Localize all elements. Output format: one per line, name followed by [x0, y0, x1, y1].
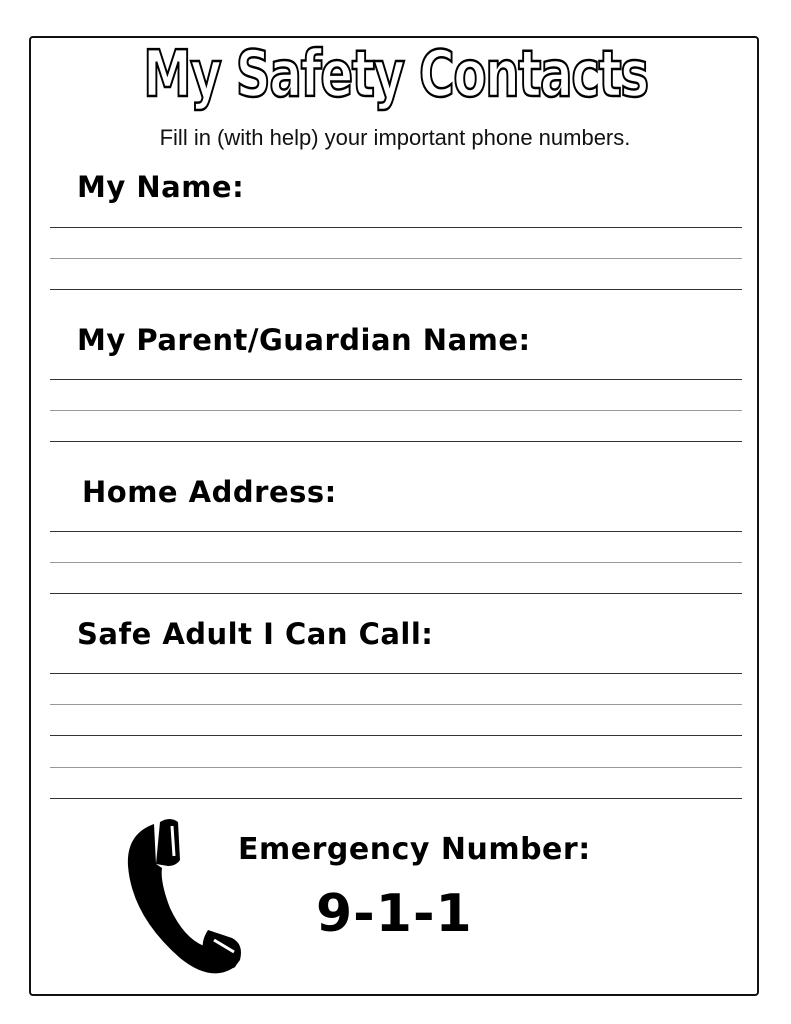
write-line — [50, 289, 742, 290]
write-line — [50, 410, 742, 411]
write-line — [50, 441, 742, 442]
write-line — [50, 798, 742, 799]
field-label-parent-guardian: My Parent/Guardian Name: — [77, 323, 531, 357]
write-line — [50, 258, 742, 259]
write-line — [50, 562, 742, 563]
page-title: My Safety Contacts — [143, 38, 648, 112]
write-line — [50, 531, 742, 532]
emergency-number: 9-1-1 — [316, 884, 473, 944]
phone-handset-icon — [120, 816, 250, 978]
write-line — [50, 379, 742, 380]
field-label-my-name: My Name: — [77, 170, 245, 204]
write-line — [50, 704, 742, 705]
page-subtitle: Fill in (with help) your important phone numbers. — [159, 125, 631, 150]
write-line — [50, 767, 742, 768]
write-line — [50, 227, 742, 228]
write-line — [50, 735, 742, 736]
emergency-label: Emergency Number: — [238, 832, 591, 867]
field-label-home-address: Home Address: — [82, 475, 337, 509]
field-label-safe-adult: Safe Adult I Can Call: — [77, 617, 434, 651]
write-line — [50, 593, 742, 594]
write-line — [50, 673, 742, 674]
